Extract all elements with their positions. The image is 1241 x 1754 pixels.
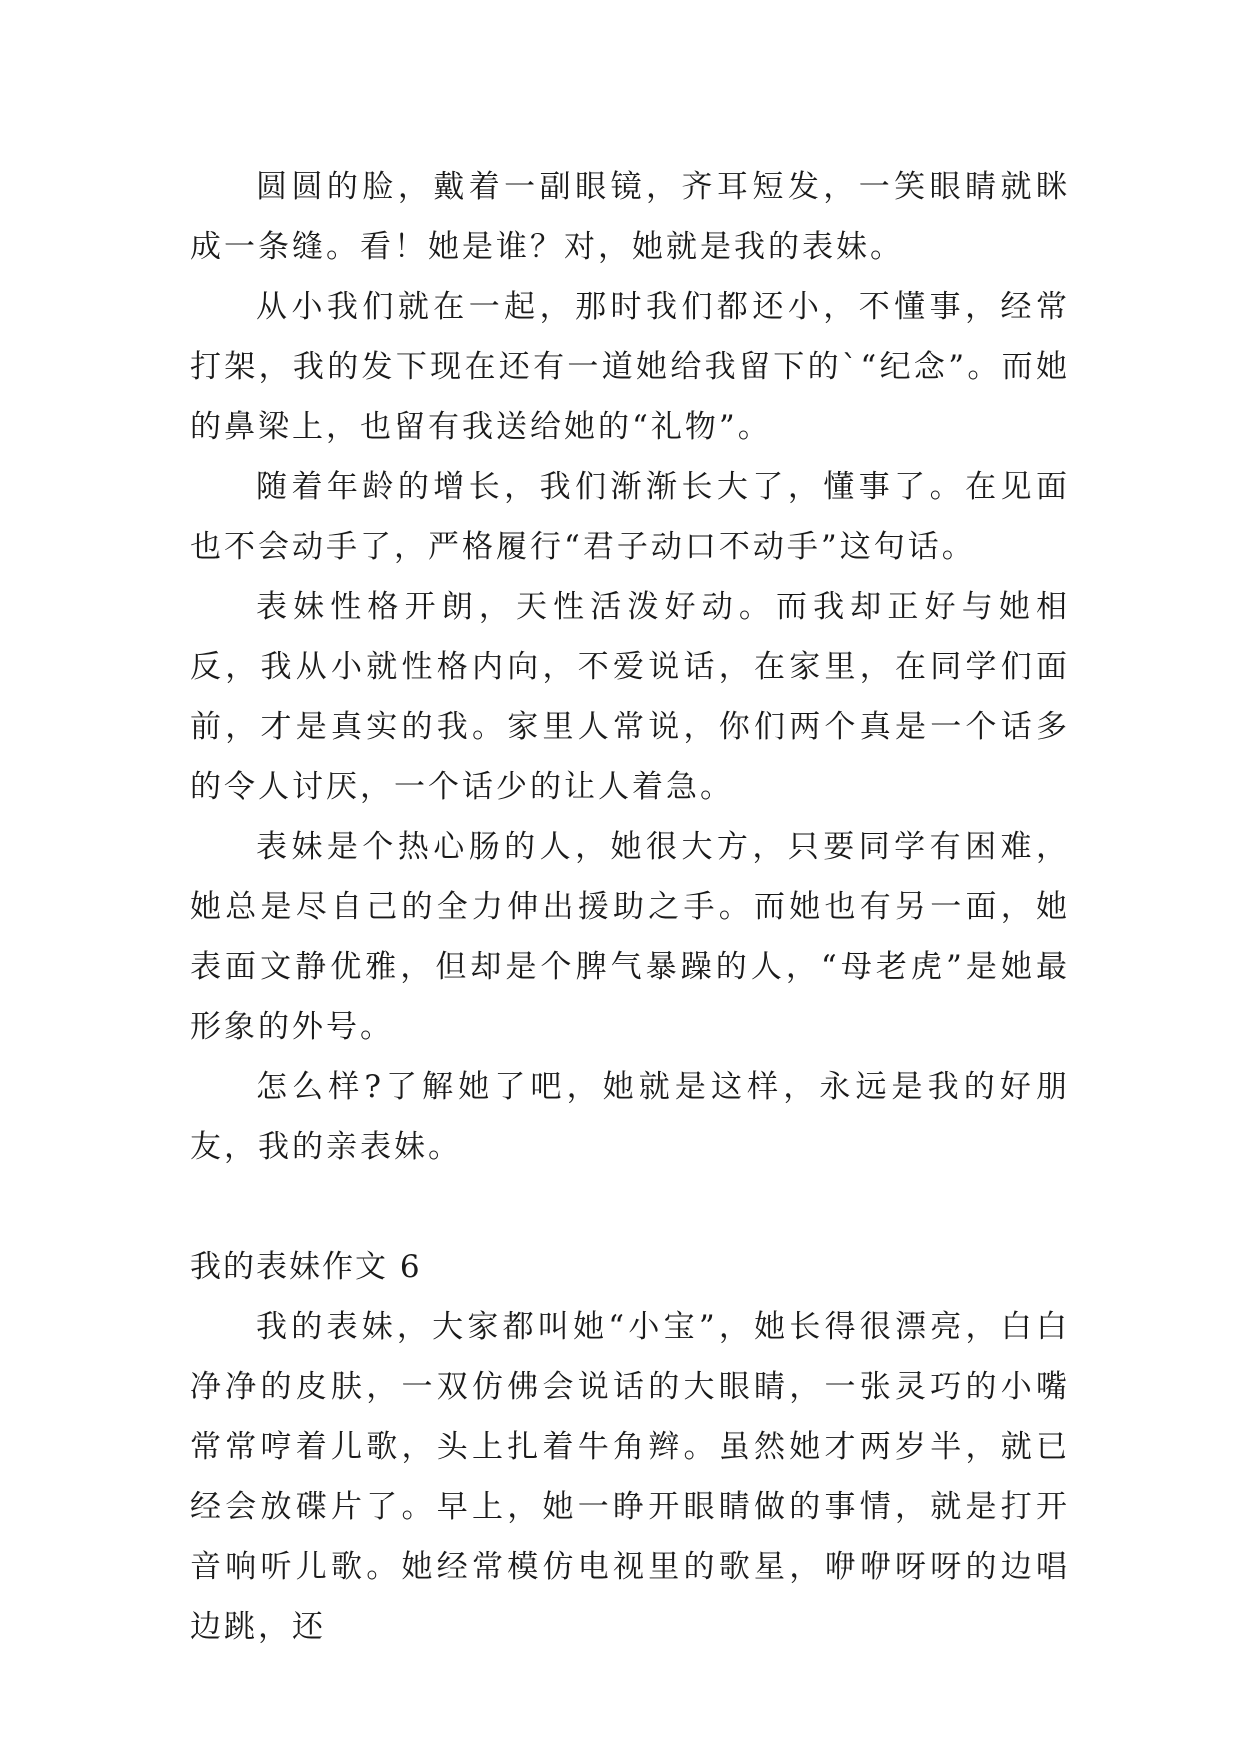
paragraph: 随着年龄的增长，我们渐渐长大了，懂事了。在见面也不会动手了，严格履行“君子动口不动手”这句话。 <box>190 469 1070 565</box>
paragraph: 圆圆的脸，戴着一副眼镜，齐耳短发，一笑眼睛就眯成一条缝。看！她是谁？对，她就是我的表妹。 <box>190 169 1070 265</box>
paragraph: 从小我们就在一起，那时我们都还小，不懂事，经常打架，我的发下现在还有一道她给我留下的`“纪念”。而她的鼻梁上，也留有我送给她的“礼物”。 <box>190 289 1070 445</box>
paragraph: 表妹是个热心肠的人，她很大方，只要同学有困难，她总是尽自己的全力伸出援助之手。而她也有另一面，她表面文静优雅，但却是个脾气暴躁的人，“母老虎”是她最形象的外号。 <box>190 829 1070 1045</box>
paragraph: 怎么样?了解她了吧，她就是这样，永远是我的好朋友，我的亲表妹。 <box>190 1069 1070 1165</box>
paragraph: 表妹性格开朗，天性活泼好动。而我却正好与她相反，我从小就性格内向，不爱说话，在家里，在同学们面前，才是真实的我。家里人常说，你们两个真是一个话多的令人讨厌，一个话少的让人着急。 <box>190 589 1070 805</box>
document-body <box>190 157 1070 1657</box>
section-title: 我的表妹作文 6 <box>190 1249 422 1285</box>
paragraph: 我的表妹，大家都叫她“小宝”，她长得很漂亮，白白净净的皮肤，一双仿佛会说话的大眼睛，一张灵巧的小嘴常常哼着儿歌，头上扎着牛角辫。虽然她才两岁半，就已经会放碟片了。早上，她一睁开眼睛做的事情，就是打开音响听儿歌。她经常模仿电视里的歌星，咿咿呀呀的边唱边跳，还 <box>190 1309 1070 1645</box>
